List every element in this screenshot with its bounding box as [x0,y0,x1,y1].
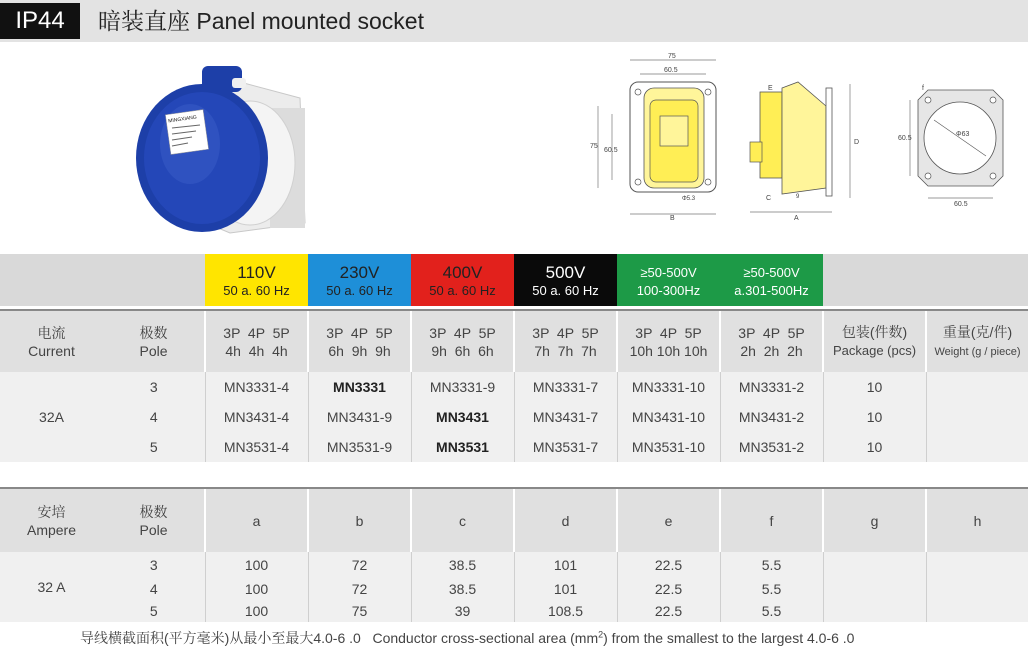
dim-panel-f: f [922,85,924,92]
table-row: 5 MN3531-4 MN3531-9 MN3531 MN3531-7 MN3531-10 MN3531-2 10 [0,432,1028,462]
current-label-en: Current [28,342,75,359]
current-label-cn: 电流 [37,324,66,341]
voltage-cell-400v: 400V 50 a. 60 Hz [411,254,514,306]
dim-side-a: A [794,215,799,222]
col-e: e [617,488,720,552]
pole-label-cn: 极数 [139,324,168,341]
panel-cutout-drawing [898,85,1003,208]
col-b: b [308,488,411,552]
dimension-header-row [0,488,1028,552]
front-view-drawing [590,53,716,222]
pole-group-2: 3P 4P 5P 6h 9h 9h [308,310,411,372]
voltage-cell-hf1: ≥50-500V 100-300Hz [617,254,720,306]
pole-group-3: 3P 4P 5P 9h 6h 6h [411,310,514,372]
page-title: 暗装直座 Panel mounted socket [98,8,424,34]
package-label-en: Package (pcs) [832,343,917,358]
pole-group-6: 3P 4P 5P 2h 2h 2h [720,310,823,372]
dim-panel-h: 60.5 [898,135,912,142]
table-row: 32 A 3 100 72 38.5 101 22.5 5.5 [0,552,1028,578]
ampere-label-en: Ampere [26,521,77,538]
amp-cell: 32A [0,372,103,462]
weight-label-cn: 重量(克/件) [942,323,1013,340]
side-view-drawing [750,82,859,222]
dim-side-9: 9 [796,194,800,200]
pole2-label-cn: 极数 [139,503,168,520]
dim-front-b: B [670,215,675,222]
dim-front-w1: 75 [668,53,676,60]
weight-label-en: Weight (g / piece) [934,345,1021,358]
dim-side-c: C [766,195,772,202]
product-code-table [0,254,1028,462]
dim-front-h2: 60.5 [604,147,618,154]
column-header-row [0,310,1028,372]
dim-side-e: E [768,85,773,92]
pole-label-en: Pole [139,342,168,359]
header-bar [0,0,1028,42]
package-label-cn: 包装(件数) [841,324,908,340]
ampere-label-cn: 安培 [37,503,66,520]
dim-side-d: D [854,139,860,146]
col-h: h [926,488,1028,552]
pole2-label-en: Pole [139,521,168,538]
col-f: f [720,488,823,552]
table-row: 32A 3 MN3331-4 MN3331 MN3331-9 MN3331-7 MN3331-10 MN3331-2 10 [0,372,1028,402]
col-a: a [205,488,308,552]
dimension-drawings [588,48,1018,228]
voltage-header-row [0,254,1028,306]
pole-group-4: 3P 4P 5P 7h 7h 7h [514,310,617,372]
table-row: 5 100 75 39 108.5 22.5 5.5 [0,600,1028,622]
col-c: c [411,488,514,552]
voltage-cell-hf2: ≥50-500V a.301-500Hz [720,254,823,306]
dim-panel-w: 60.5 [954,201,968,208]
pole-group-1: 3P 4P 5P 4h 4h 4h [205,310,308,372]
dimension-table [0,487,1028,622]
conductor-note: 导线横截面积(平方毫米)从最小至最大4.0-6 .0 Conductor cross-sectional area $(mm^2)$ from the smallest to the largest 4.0-6 .0 [80,629,855,646]
dim-panel-dia: Φ63 [956,131,970,138]
pole-group-5: 3P 4P 5P 10h 10h 10h [617,310,720,372]
product-brand-label: MINGXIANG [167,114,198,125]
dim-front-w2: 60.5 [664,67,678,74]
table-row: 4 100 72 38.5 101 22.5 5.5 [0,578,1028,600]
col-d: d [514,488,617,552]
voltage-cell-230v: 230V 50 a. 60 Hz [308,254,411,306]
dim-front-h1: 75 [590,143,598,150]
socket-product-image [130,48,320,238]
ip-rating-badge: IP44 [0,3,80,39]
voltage-cell-110v: 110V 50 a. 60 Hz [205,254,308,306]
col-g: g [823,488,926,552]
table-row: 4 MN3431-4 MN3431-9 MN3431 MN3431-7 MN3431-10 MN3431-2 10 [0,402,1028,432]
dim-front-hole: Φ5.3 [682,196,696,202]
amp2-cell: 32 A [0,552,103,622]
voltage-cell-500v: 500V 50 a. 60 Hz [514,254,617,306]
